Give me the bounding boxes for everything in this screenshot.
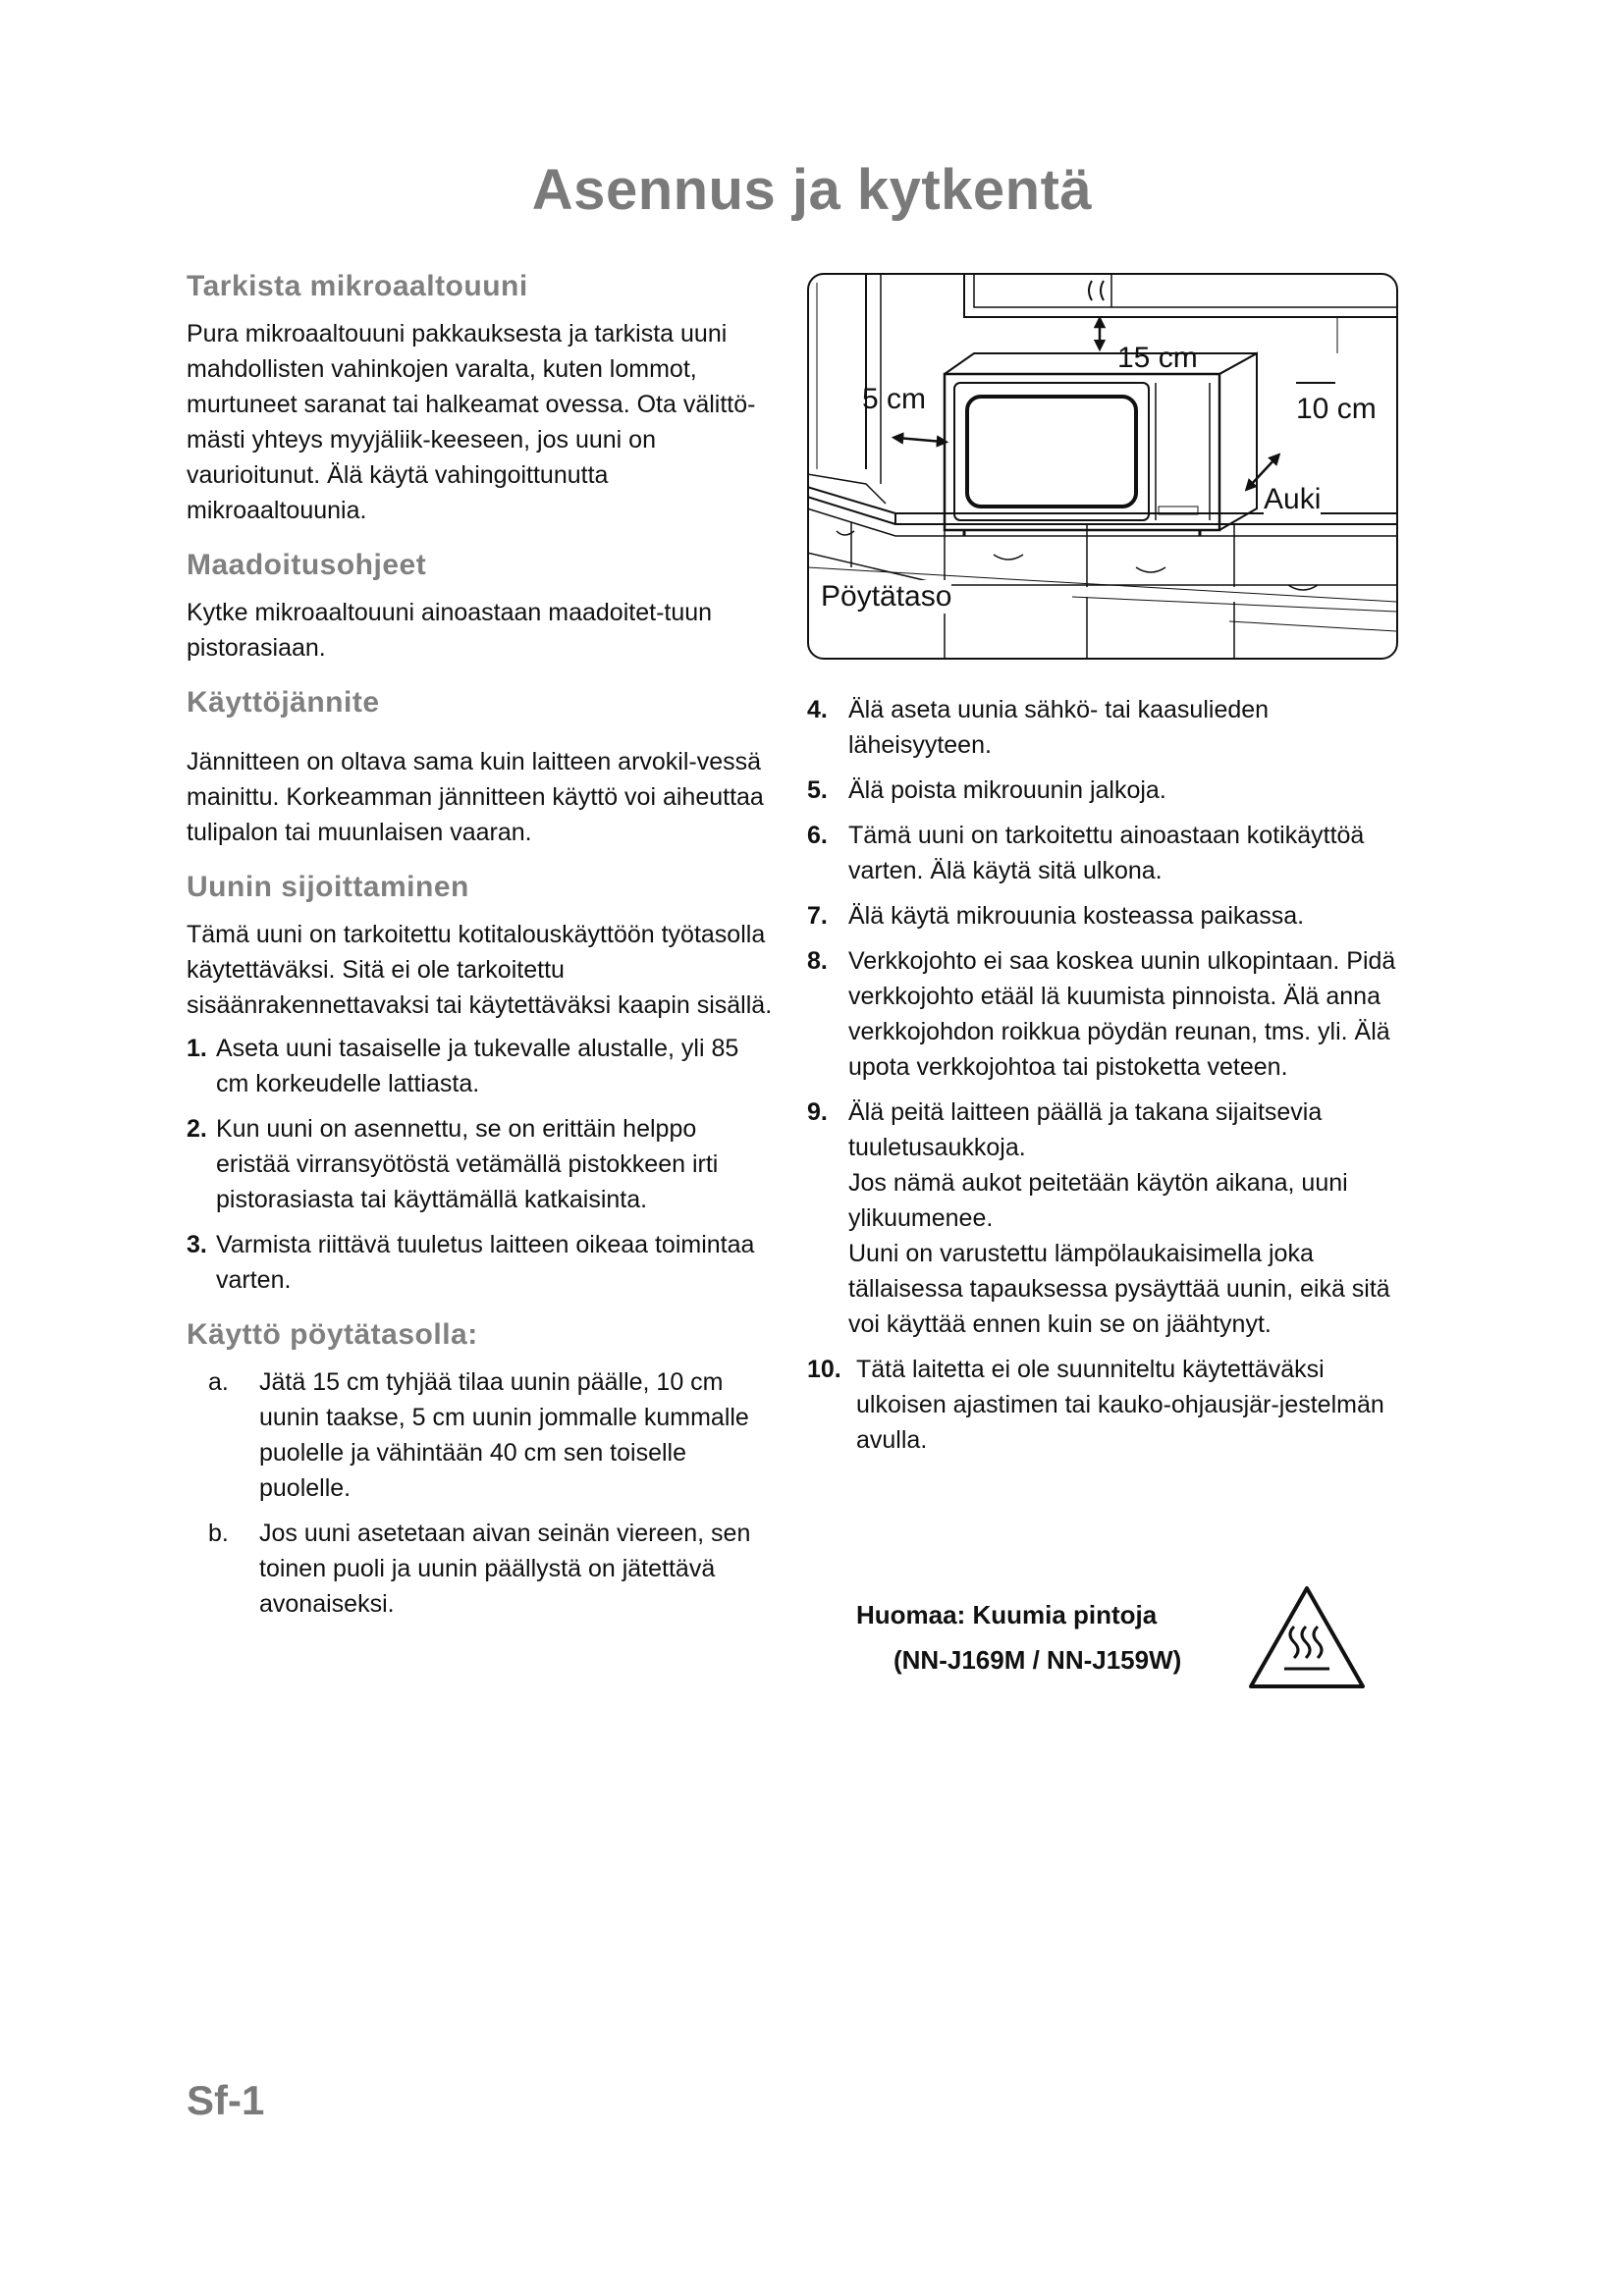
label-top-clearance: 15 cm xyxy=(1117,342,1198,374)
text-check-oven: Pura mikroaaltouuni pakkauksesta ja tarkista uuni mahdollisten vahinkojen varalta, kuten lommot, murtuneet saranat tai halkeamat ovessa. Ota välittö-mästi yhteys myyjäliik-keeseen, jos uuni on vaurioitunut. Älä käytä vahingoittunutta mikroaaltouunia. xyxy=(187,320,756,524)
section-countertop xyxy=(187,1315,776,1622)
section-voltage xyxy=(187,683,776,850)
item-text: Varmista riittävä tuuletus laitteen oikeaa toimintaa varten. xyxy=(216,1231,755,1294)
hot-surface-note xyxy=(856,1592,1181,1682)
item-number: 1. xyxy=(187,1035,207,1062)
heading-placement: Uunin sijoittaminen xyxy=(187,871,469,903)
item-text: Älä poista mikrouunin jalkoja. xyxy=(848,776,1166,804)
list-item xyxy=(208,1516,776,1622)
item-letter: b. xyxy=(208,1520,229,1547)
list-item xyxy=(807,898,1396,934)
heading-grounding: Maadoitusohjeet xyxy=(187,549,427,581)
text-grounding: Kytke mikroaaltouuni ainoastaan maadoitet-tuun pistorasiaan. xyxy=(187,599,713,662)
note-models: (NN-J169M / NN-J159W) xyxy=(893,1645,1182,1675)
item-number: 3. xyxy=(187,1231,207,1258)
installation-figure xyxy=(807,273,1398,660)
section-grounding xyxy=(187,546,776,666)
item-text: Tämä uuni on tarkoitettu ainoastaan kotikäyttöä varten. Älä käytä sitä ulkona. xyxy=(848,822,1365,884)
item-text: Jätä 15 cm tyhjää tilaa uunin päälle, 10 cm uunin taakse, 5 cm uunin jommalle kummalle puolelle ja vähintään 40 cm sen toiselle puolelle. xyxy=(259,1368,749,1502)
item-number: 2. xyxy=(187,1115,207,1143)
label-countertop: Pöytätaso xyxy=(821,580,952,613)
text-placement: Tämä uuni on tarkoitettu kotitalouskäyttöön työtasolla käytettäväksi. Sitä ei ole tarkoitettu sisäänrakennettavaksi tai käytettäväksi kaapin sisällä. xyxy=(187,921,773,1019)
list-item xyxy=(807,818,1396,888)
list-item xyxy=(807,943,1396,1085)
item-text: Älä käytä mikrouunia kosteassa paikassa. xyxy=(848,902,1305,930)
item-text-2: Jos nämä aukot peitetään käytön aikana, uuni ylikuumenee. xyxy=(848,1169,1348,1232)
section-placement xyxy=(187,868,776,1298)
text-voltage: Jännitteen on oltava sama kuin laitteen arvokil-vessä mainittu. Korkeamman jännitteen käyttö voi aiheuttaa tulipalon tai muunlaisen vaaran. xyxy=(187,748,764,846)
item-text: Aseta uuni tasaiselle ja tukevalle alustalle, yli 85 cm korkeudelle lattiasta. xyxy=(216,1035,739,1097)
item-text: Kun uuni on asennettu, se on erittäin helppo eristää virransyötöstä vetämällä pistokkeen irti pistorasiasta tai käyttämällä katkaisinta. xyxy=(216,1115,719,1213)
list-item xyxy=(208,1364,776,1506)
label-side-clearance: 5 cm xyxy=(862,383,927,415)
list-item xyxy=(807,1095,1396,1342)
item-text: Verkkojohto ei saa koskea uunin ulkopintaan. Pidä verkkojohto etääl lä kuumista pinnoista. Älä anna verkkojohdon roikkua pöydän reunan, tms. yli. Älä upota verkkojohtoa tai pistoketta veteen. xyxy=(848,947,1396,1081)
note-label: Huomaa: Kuumia pintoja xyxy=(856,1600,1158,1629)
item-text: Jos uuni asetetaan aivan seinän viereen, sen toinen puoli ja uunin päällystä on jätettävä avonaiseksi. xyxy=(259,1520,751,1618)
left-column xyxy=(187,267,776,1639)
item-text: Älä peitä laitteen päällä ja takana sijaitsevia tuuletusaukkoja. xyxy=(848,1098,1323,1161)
list-item xyxy=(187,1227,776,1298)
item-number: 8. xyxy=(807,947,828,975)
item-text-3: Uuni on varustettu lämpölaukaisimella joka tällaisessa tapauksessa pysäyttää uunin, eikä sitä voi käyttää ennen kuin se on jäähtynyt. xyxy=(848,1240,1390,1338)
heading-countertop: Käyttö pöytätasolla: xyxy=(187,1318,478,1351)
page-number: Sf-1 xyxy=(187,2077,265,2123)
placement-list xyxy=(187,1031,776,1298)
list-item xyxy=(807,1352,1396,1458)
item-number: 9. xyxy=(807,1098,828,1126)
list-item xyxy=(187,1031,776,1101)
list-item xyxy=(187,1111,776,1217)
hot-surface-warning-icon xyxy=(1245,1582,1369,1692)
item-number: 10. xyxy=(807,1356,841,1383)
right-column xyxy=(807,692,1396,1468)
item-number: 5. xyxy=(807,776,828,804)
heading-voltage: Käyttöjännite xyxy=(187,686,380,719)
label-back-clearance: 10 cm xyxy=(1296,393,1377,425)
item-letter: a. xyxy=(208,1368,229,1396)
section-check-oven xyxy=(187,267,776,528)
item-number: 7. xyxy=(807,902,828,930)
item-text: Älä aseta uunia sähkö- tai kaasulieden läheisyyteen. xyxy=(848,696,1270,759)
item-number: 6. xyxy=(807,822,828,849)
item-number: 4. xyxy=(807,696,828,723)
list-item xyxy=(807,692,1396,763)
item-text: Tätä laitetta ei ole suunniteltu käytettäväksi ulkoisen ajastimen tai kauko-ohjausjär-jestelmän avulla. xyxy=(856,1356,1384,1454)
heading-check-oven: Tarkista mikroaaltouuni xyxy=(187,270,528,302)
safety-list xyxy=(807,692,1396,1458)
list-item xyxy=(807,773,1396,808)
countertop-list xyxy=(187,1364,776,1622)
label-open: Auki xyxy=(1264,483,1322,515)
page-title: Asennus ja kytkentä xyxy=(531,158,1093,222)
